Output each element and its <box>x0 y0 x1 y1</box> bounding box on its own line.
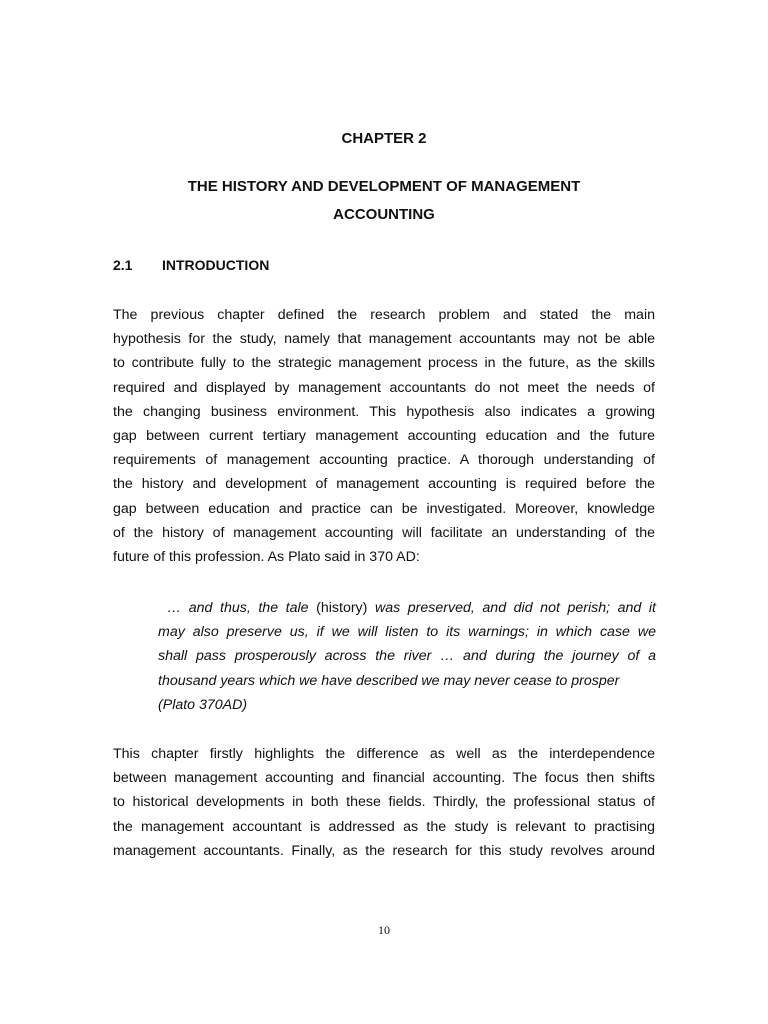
quote-line: shall pass prosperously across the river … and during the journey of a <box>158 648 656 665</box>
introduction-paragraph <box>113 303 655 569</box>
paragraph-line: the changing business environment. This hypothesis also indicates a growing <box>113 403 655 420</box>
paragraph-line: the management accountant is addressed as the study is relevant to practising <box>113 818 655 835</box>
quote-line: thousand years which we have described we may never cease to prosper <box>158 672 620 689</box>
paragraph-line: future of this profession. As Plato said in 370 AD: <box>113 548 420 565</box>
plato-quote <box>158 596 656 717</box>
chapter-title-line-1: THE HISTORY AND DEVELOPMENT OF MANAGEMENT <box>187 178 581 195</box>
paragraph-line: the history and development of management accounting is required before the <box>113 476 655 493</box>
paragraph-line: between management accounting and financial accounting. The focus then shifts <box>113 770 655 787</box>
quote-line <box>158 596 656 620</box>
chapter-title-line-2: ACCOUNTING <box>333 206 435 223</box>
paragraph-line: requirements of management accounting practice. A thorough understanding of <box>113 452 655 469</box>
paragraph-line: to historical developments in both these fields. Thirdly, the professional status of <box>113 794 655 811</box>
section-number: 2.1 <box>113 257 133 273</box>
section-heading <box>113 254 269 276</box>
paragraph-line: required and displayed by management accountants do not meet the needs of <box>113 379 655 396</box>
quote-line: may also preserve us, if we will listen to its warnings; in which case we <box>158 624 656 641</box>
quote-text: … and thus, the tale <box>167 600 309 616</box>
paragraph-line: gap between current tertiary management accounting education and the future <box>113 427 655 444</box>
paragraph-line: of the history of management accounting will facilitate an understanding of the <box>113 524 655 541</box>
paragraph-line: management accountants. Finally, as the research for this study revolves around <box>113 842 655 859</box>
paragraph-line: The previous chapter defined the research problem and stated the main <box>113 307 655 323</box>
quote-citation: (Plato 370AD) <box>158 696 248 713</box>
paragraph-line: gap between education and practice can be investigated. Moreover, knowledge <box>113 500 655 517</box>
chapter-label: CHAPTER 2 <box>341 130 427 147</box>
page-number: 10 <box>378 923 390 937</box>
quote-text: was preserved, and did not perish; and it <box>374 600 656 616</box>
paragraph-line: hypothesis for the study, namely that management accountants may not be able <box>113 331 655 348</box>
paragraph-line: to contribute fully to the strategic management process in the future, as the skills <box>113 355 655 372</box>
quote-insertion: (history) <box>316 600 368 616</box>
section-title: INTRODUCTION <box>162 257 270 273</box>
chapter-overview-paragraph <box>113 742 655 863</box>
paragraph-line: This chapter firstly highlights the difference as well as the interdependence <box>113 746 655 762</box>
